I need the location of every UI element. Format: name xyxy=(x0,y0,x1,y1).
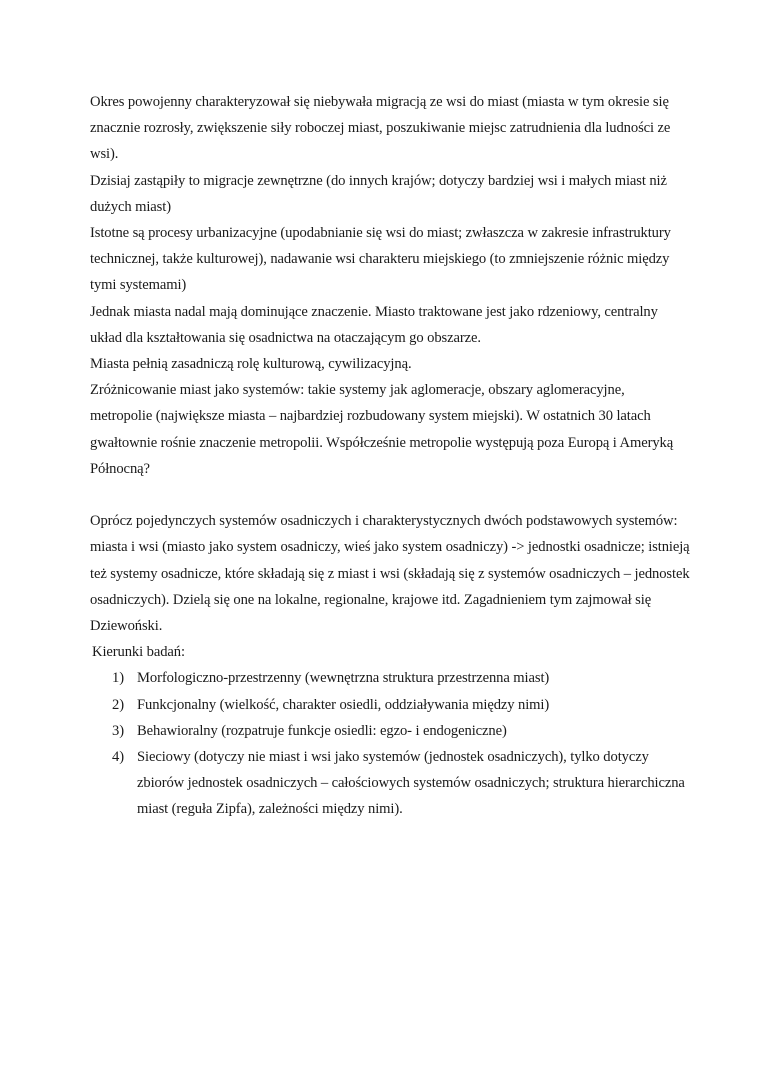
list-item-text: Behawioralny (rozpatruje funkcje osiedli: egzo- i endogeniczne) xyxy=(137,722,507,739)
document-body xyxy=(90,89,690,823)
list-item-text: Morfologiczno-przestrzenny (wewnętrzna struktura przestrzenna miast) xyxy=(137,670,550,687)
paragraph-city-systems: Zróżnicowanie miast jako systemów: takie systemy jak aglomeracje, obszary aglomeracyjne, metropolie (największe miasta – najbardziej rozbudowany system miejski). W ostatnich 30 latach gwałtownie rośnie znaczenie metropolii. Współcześnie metropolie występują poza Europą i Ameryką Północną? xyxy=(90,382,674,477)
paragraph-urbanization: Istotne są procesy urbanizacyjne (upodabnianie się wsi do miast; zwłaszcza w zakresie infrastruktury technicznej, także kulturowej), nadawanie wsi charakteru miejskiego (to zmniejszenie różnic między tymi systemami) xyxy=(90,225,671,294)
research-heading: Kierunki badań: xyxy=(92,644,185,661)
paragraph-cultural-role: Miasta pełnią zasadniczą rolę kulturową, cywilizacyjną. xyxy=(90,356,412,373)
list-item xyxy=(90,692,690,718)
list-item-number: 4) xyxy=(112,749,124,766)
paragraph-external-migration: Dzisiaj zastąpiły to migracje zewnętrzne (do innych krajów; dotyczy bardziej wsi i małych miast niż dużych miast) xyxy=(90,172,667,215)
list-item-number: 2) xyxy=(112,696,124,713)
list-item xyxy=(90,718,690,744)
list-item-number: 3) xyxy=(112,722,124,739)
paragraph-postwar-migration: Okres powojenny charakteryzował się niebywała migracją ze wsi do miast (miasta w tym okresie się znacznie rozrosły, zwiększenie siły roboczej miast, poszukiwanie miejsc zatrudnienia dla ludności ze wsi). xyxy=(90,94,671,163)
list-item-text: Sieciowy (dotyczy nie miast i wsi jako systemów (jednostek osadniczych), tylko dotyczy zbiorów jednostek osadniczych – całościowych systemów osadniczych; struktura hierarchiczna miast (reguła Zipfa), zależności między nimi). xyxy=(137,749,685,818)
list-item xyxy=(90,744,690,823)
list-item-number: 1) xyxy=(112,670,124,687)
paragraph-spacer xyxy=(90,482,690,508)
paragraph-city-dominance: Jednak miasta nadal mają dominujące znaczenie. Miasto traktowane jest jako rdzeniowy, centralny układ dla kształtowania się osadnictwa na otaczającym go obszarze. xyxy=(90,303,658,346)
paragraph-settlement-systems: Oprócz pojedynczych systemów osadniczych i charakterystycznych dwóch podstawowych systemów: miasta i wsi (miasto jako system osadniczy, wieś jako system osadniczy) -> jednostki osadnicze; istnieją też systemy osadnicze, które składają się z miast i wsi (składają się z systemów osadniczych – jednostek osadniczych). Dzielą się one na lokalne, regionalne, krajowe itd. Zagadnieniem tym zajmował się Dziewoński. xyxy=(90,513,690,635)
research-directions-list xyxy=(90,665,690,822)
list-item-text: Funkcjonalny (wielkość, charakter osiedli, oddziaływania między nimi) xyxy=(137,696,550,713)
list-item xyxy=(90,665,690,691)
